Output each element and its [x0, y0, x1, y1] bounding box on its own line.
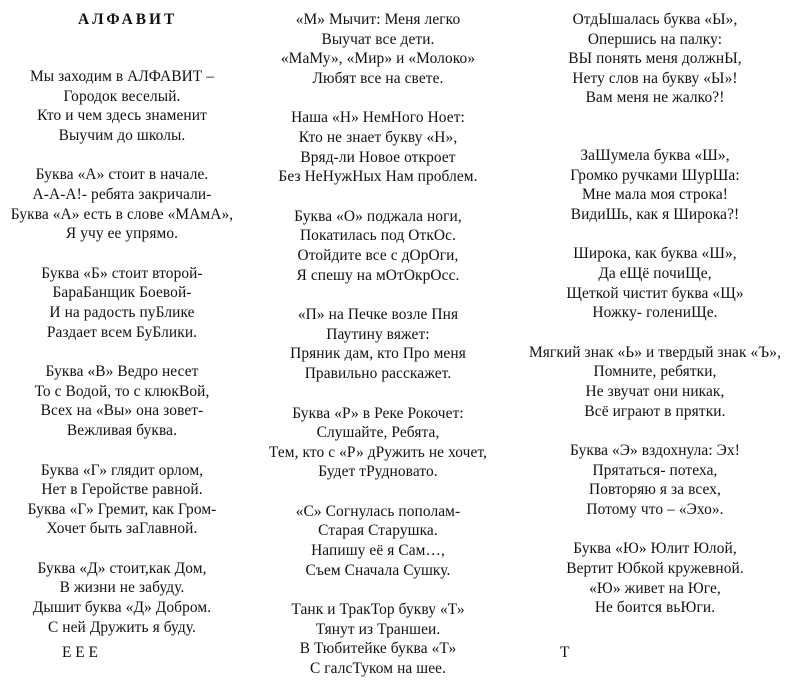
- poem-line: Щеткой чистит буква «Щ»: [566, 284, 744, 302]
- stanza: [510, 10, 800, 108]
- poem-line: «С» Согнулась пополам-: [295, 502, 461, 520]
- poem-line: «Ю» живет на Юге,: [589, 579, 721, 597]
- poem-line: Тем, кто с «Р» дРужить не хочет,: [268, 443, 488, 461]
- stanza: [4, 461, 240, 539]
- poem-line: Выучим до школы.: [58, 126, 186, 144]
- poem-title: АЛФАВИТ: [78, 11, 178, 28]
- poem-line: Всё играют в прятки.: [584, 402, 726, 420]
- right-stanzas: [510, 10, 800, 618]
- poem-line: Тянут из Траншеи.: [315, 620, 441, 638]
- stanza: [244, 305, 512, 383]
- poem-line: С ней Дружить я буду.: [47, 618, 197, 636]
- poem-line: Паутину вяжет:: [326, 325, 430, 343]
- stanza: [510, 539, 800, 617]
- poem-line: «МаМу», «Мир» и «Молоко»: [280, 50, 476, 68]
- stanza: [244, 207, 512, 285]
- cut-off-line-right: Т: [560, 644, 570, 661]
- poem-line: Не звучат они никак,: [585, 382, 725, 400]
- poem-line: ВидиШь, как я Широка?!: [570, 205, 740, 223]
- poem-line: Я спешу на мОтОкрОсс.: [296, 266, 460, 284]
- poem-line: Наша «Н» НемНого Ноет:: [291, 109, 465, 127]
- poem-line: Мягкий знак «Ь» и твердый знак «Ъ»,: [528, 343, 782, 361]
- poem-line: Мы заходим в АЛФАВИТ –: [29, 68, 215, 85]
- poem-line: Нет в Геройстве равной.: [41, 481, 203, 499]
- poem-line: «М» Мычит: Меня легко: [295, 11, 461, 28]
- poem-line: Буква «Ю» Юлит Юлой,: [573, 540, 737, 558]
- poem-line: Прятаться- потеха,: [592, 461, 718, 479]
- right-column: [510, 10, 800, 638]
- poem-line: Буква «Г» глядит орлом,: [40, 461, 204, 479]
- poem-line: И на радость пуБлике: [49, 303, 195, 321]
- poem-line: Хочет быть заГлавной.: [46, 520, 198, 538]
- poem-line: Широка, как буква «Ш»,: [573, 245, 737, 263]
- poem-line: Отойдите все с дОрОги,: [297, 246, 459, 264]
- stanza: [244, 600, 512, 678]
- poem-line: То с Водой, то с клюкВой,: [34, 382, 210, 400]
- poem-line: Ножку- голениЩе.: [592, 304, 718, 322]
- poem-line: Буква «Г» Гремит, как Гром-: [27, 500, 217, 518]
- left-column: [4, 10, 240, 657]
- stanza: [510, 146, 800, 224]
- poem-line: Вертит Юбкой кружевной.: [566, 560, 744, 578]
- poem-line: Съем Сначала Сушку.: [305, 561, 451, 579]
- poem-line: Кто и чем здесь знаменит: [37, 107, 207, 125]
- stanza: [4, 264, 240, 342]
- poem-line: Вряд-ли Новое откроет: [300, 148, 456, 166]
- poem-line: Кто не знает букву «Н»,: [298, 128, 458, 146]
- poem-line: ВЫ понять меня должнЫ,: [568, 50, 742, 68]
- poem-line: Не боится вьЮги.: [594, 599, 716, 617]
- poem-line: Буква «Э» вздохнула: Эх!: [570, 442, 740, 460]
- poem-line: Громко ручками ШурШа:: [570, 166, 740, 184]
- poem-line: Помните, ребятки,: [593, 363, 717, 381]
- stanza: [4, 67, 240, 145]
- stanza: [244, 404, 512, 482]
- poem-line: Будет тРудновато.: [318, 463, 438, 481]
- poem-line: Буква «Р» в Реке Рокочет:: [292, 404, 464, 422]
- stanza: [510, 244, 800, 322]
- poem-line: Буква «Д» стоит,как Дом,: [37, 559, 207, 577]
- middle-stanzas: [244, 10, 512, 679]
- poem-line: Напишу её я Сам…,: [311, 542, 445, 560]
- left-stanzas: [4, 67, 240, 637]
- poem-line: Городок веселый.: [63, 87, 181, 105]
- stanza: [244, 108, 512, 186]
- poem-line: Повторяю я за всех,: [589, 481, 721, 499]
- poem-line: Я учу ее упрямо.: [65, 225, 179, 243]
- stanza: [244, 10, 512, 88]
- poem-line: Потому что – «Эхо».: [586, 500, 724, 518]
- poem-line: Буква «Б» стоит второй-: [41, 264, 203, 282]
- poem-line: Покатилась под ОткОс.: [299, 227, 457, 245]
- poem-line: Дышит буква «Д» Добром.: [32, 599, 212, 617]
- cut-off-line-left: Е Е Е: [62, 644, 98, 661]
- stanza: [244, 502, 512, 580]
- poem-line: Вежливая буква.: [66, 421, 178, 439]
- poem-line: Правильно расскажет.: [304, 364, 452, 382]
- stanza: [4, 165, 240, 243]
- poem-line: «П» на Печке возле Пня: [297, 306, 459, 324]
- stanza: [510, 441, 800, 519]
- poem-line: Буква «О» поджала ноги,: [294, 207, 462, 225]
- poem-line: Буква «А» есть в слове «МАмА»,: [10, 205, 234, 223]
- poem-line: Нету слов на букву «Ы»!: [572, 69, 738, 87]
- poem-line: В Тюбитейке буква «Т»: [299, 640, 457, 658]
- poem-line: Старая Старушка.: [318, 522, 438, 540]
- poem-line: БараБанщик Боевой-: [52, 284, 192, 302]
- poem-line: Вам меня не жалко?!: [585, 89, 725, 107]
- poem-line: Мне мала моя строка!: [582, 186, 728, 204]
- poem-line: Раздает всем БуБлики.: [46, 323, 198, 341]
- stanza: [4, 362, 240, 440]
- poem-line: С галсТуком на шее.: [309, 660, 447, 678]
- poem-line: Выучат все дети.: [321, 30, 435, 48]
- poem-line: ЗаШумела буква «Ш»,: [580, 146, 730, 164]
- stanza: [510, 343, 800, 421]
- poem-line: Да еЩё почиЩе,: [598, 264, 712, 282]
- poem-line: Пряник дам, кто Про меня: [290, 345, 466, 363]
- poem-line: Буква «В» Ведро несет: [45, 363, 199, 381]
- stanza: [4, 559, 240, 637]
- poem-line: Слушайте, Ребята,: [316, 424, 440, 442]
- poem-line: А-А-А!- ребята закричали-: [32, 185, 212, 203]
- poem-line: Без НеНужНых Нам проблем.: [278, 168, 478, 186]
- poem-line: Буква «А» стоит в начале.: [35, 166, 209, 184]
- poem-line: Любят все на свете.: [312, 69, 444, 87]
- poem-line: Опершись на палку:: [587, 30, 723, 48]
- poem-line: Танк и ТракТор букву «Т»: [291, 601, 465, 619]
- poem-line: В жизни не забуду.: [59, 579, 185, 597]
- middle-column: [244, 10, 512, 699]
- poem-line: Всех на «Вы» она зовет-: [40, 402, 204, 420]
- poem-line: ОтдЫшалась буква «Ы»,: [572, 11, 738, 28]
